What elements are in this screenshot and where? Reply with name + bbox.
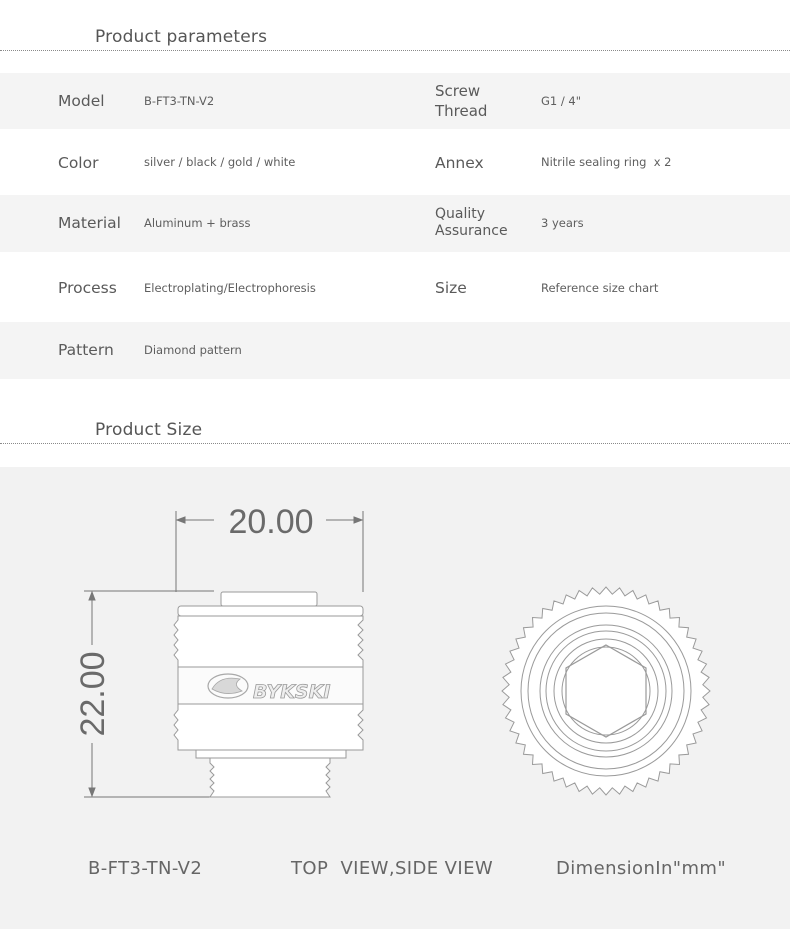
- param-row: [0, 73, 790, 129]
- param-value-annex: Nitrile sealing ring x 2: [541, 155, 672, 169]
- param-value-pattern: Diamond pattern: [144, 343, 242, 357]
- caption-views: TOP VIEW,SIDE VIEW: [291, 858, 494, 879]
- section-title-size: Product Size: [95, 420, 203, 440]
- param-label-screw-thread: Screw Thread: [435, 82, 488, 120]
- param-label-pattern: Pattern: [58, 341, 114, 359]
- param-label-model: Model: [58, 92, 105, 110]
- param-value-screw-thread: G1 / 4": [541, 94, 582, 108]
- param-value-process: Electroplating/Electrophoresis: [144, 281, 316, 295]
- param-value-model: B-FT3-TN-V2: [144, 94, 215, 108]
- logo-text: BYKSKI: [253, 681, 331, 703]
- caption-model: B-FT3-TN-V2: [88, 858, 203, 879]
- divider: [0, 443, 790, 444]
- param-label-quality-assurance: Quality Assurance: [435, 206, 508, 239]
- caption-unit: DimensionIn"mm": [556, 858, 727, 879]
- param-row: [0, 129, 790, 195]
- param-row: [0, 195, 790, 252]
- param-label-material: Material: [58, 214, 121, 232]
- param-label-color: Color: [58, 154, 99, 172]
- divider: [0, 50, 790, 51]
- section-title-parameters: Product parameters: [95, 27, 268, 47]
- param-value-material: Aluminum + brass: [144, 216, 251, 230]
- param-row: [0, 252, 790, 322]
- dimension-drawing: [0, 467, 790, 867]
- param-value-color: silver / black / gold / white: [144, 155, 296, 169]
- fitting-top-view: [502, 587, 710, 795]
- param-label-process: Process: [58, 279, 117, 297]
- param-row: [0, 322, 790, 379]
- height-dimension-label: 22.00: [74, 651, 112, 737]
- param-value-quality-assurance: 3 years: [541, 216, 584, 230]
- param-label-size: Size: [435, 279, 467, 297]
- width-dimension-label: 20.00: [228, 503, 314, 541]
- param-value-size: Reference size chart: [541, 281, 659, 295]
- param-label-annex: Annex: [435, 154, 484, 172]
